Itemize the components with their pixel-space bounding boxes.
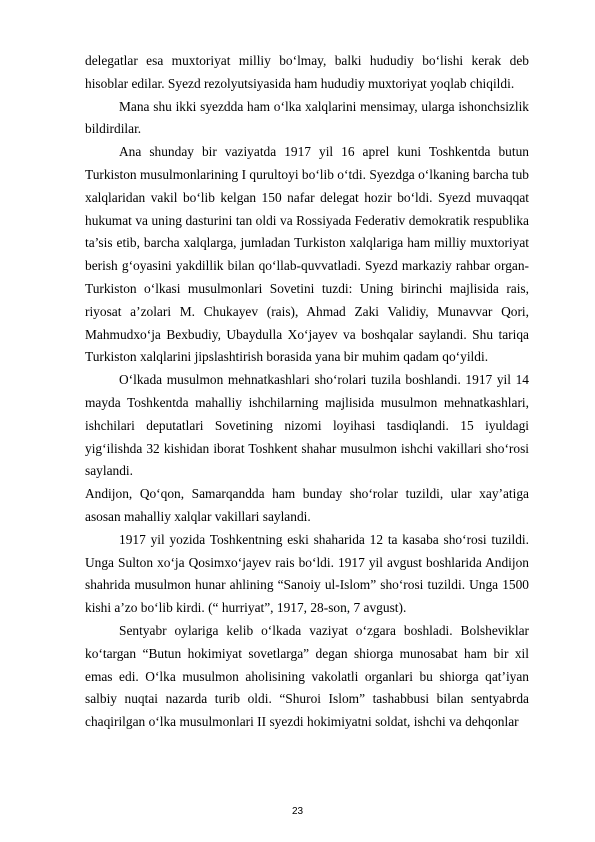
paragraph: Andijon, Qo‘qon, Samarqandda ham bunday sho‘rolar tuzildi, ular xay’atiga asosan mahalliy xalqlar vakillari saylandi.: [85, 486, 529, 524]
paragraph: 1917 yil yozida Toshkentning eski shaharida 12 ta kasaba sho‘rosi tuzildi. Unga Sulton xo‘ja Qosimxo‘jayev rais bo‘ldi. 1917 yil avgust boshlarida Andijon shahrida musulmon hunar ahlining “Sanoiy ul-Islom” sho‘rosi tuzildi. Unga 1500 kishi a’zo bo‘lib kirdi. (“ hurriyat”, 1917, 28-son, 7 avgust).: [85, 531, 529, 616]
paragraph: Ana shunday bir vaziyatda 1917 yil 16 aprel kuni Toshkentda butun Turkiston musulmonlarining I qurultoyi bo‘lib o‘tdi. Syezdga o‘lkaning barcha tub xalqlaridan vakil bo‘lib kelgan 150 nafar delegat hozir bo‘ldi. Syezd muvaqqat hukumat va uning dasturini tan oldi va Rossiyada Federativ demokratik respublika ta’sis etib, barcha xalqlarga, jumladan Turkiston xalqlariga ham milliy muxtoriyat berish g‘oyasini yakdillik bilan qo‘llab-quvvatladi. Syezd markaziy rahbar organ- Turkiston o‘lkasi musulmonlari Sovetini tuzdi: Uning birinchi majlisida rais, riyosat a’zolari M. Chukayev (rais), Ahmad Zaki Validiy, Munavvar Qori, Mahmudxo‘ja Bexbudiy, Ubaydulla Xo‘jayev va boshqalar saylandi. Shu tariqa Turkiston xalqlarini jipslashtirish borasida yana bir muhim qadam qo‘yildi.: [85, 144, 529, 365]
paragraph: O‘lkada musulmon mehnatkashlari sho‘rolari tuzila boshlandi. 1917 yil 14 mayda Toshkentda mahalliy ishchilarning majlisida musulmon mehnatkashlari, ishchilari deputatlari Sovetining nizomi loyihasi tasdiqlandi. 15 iyuldagi yig‘ilishda 32 kishidan iborat Toshkent shahar musulmon ishchi vakillari sho‘rosi saylandi.: [85, 372, 529, 479]
paragraph-continuation: delegatlar esa muxtoriyat milliy bo‘lmay, balki hududiy bo‘lishi kerak deb hisoblar edilar. Syezd rezolyutsiyasida ham hududiy muxtoriyat yoqlab chiqildi.: [85, 53, 529, 91]
page-number: 23: [291, 806, 304, 817]
paragraph: Mana shu ikki syezdda ham o‘lka xalqlarini mensimay, ularga ishonchsizlik bildirdilar.: [85, 98, 529, 137]
paragraph: Sentyabr oylariga kelib o‘lkada vaziyat o‘zgara boshladi. Bolsheviklar ko‘targan “Butun hokimiyat sovetlarga” degan shiorga munosabat ham bir xil emas edi. O‘lka musulmon aholisining vakolatli organlari bu shiorga qat’iyan salbiy nuqtai nazarda turib oldi. “Shuroi Islom” tashabbusi bilan sentyabrda chaqirilgan o‘lka musulmonlari II syezdi hokimiyatni soldat, ishchi va dehqonlar: [85, 622, 529, 730]
document-body: [85, 50, 529, 734]
